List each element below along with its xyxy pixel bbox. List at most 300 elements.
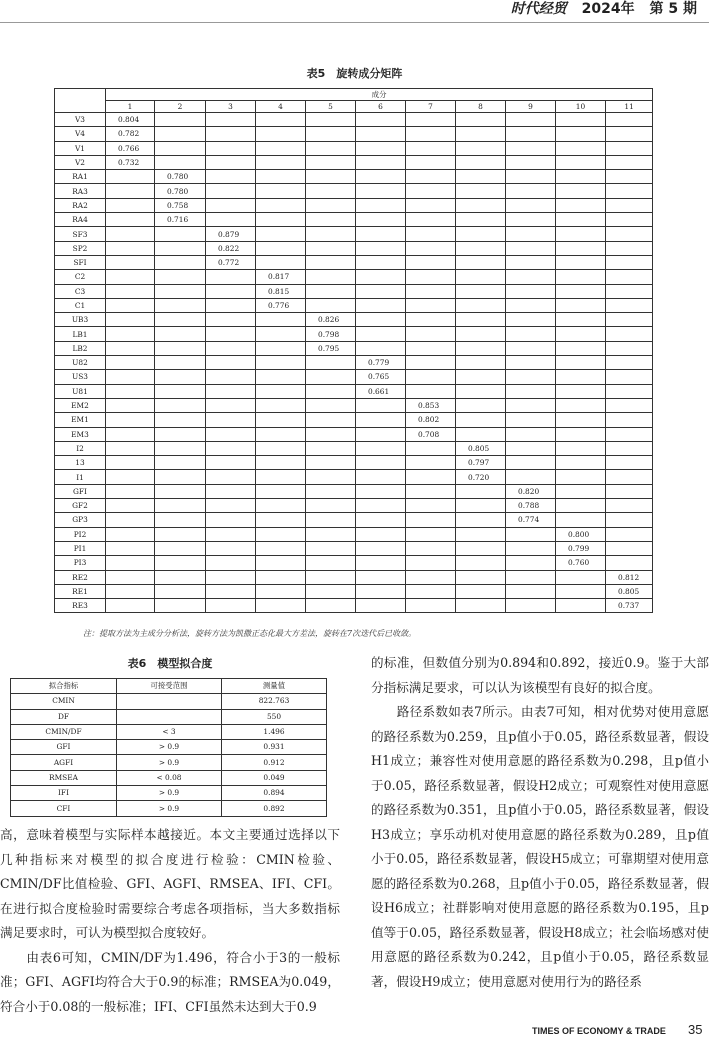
table-cell [256,113,306,127]
table-row [55,213,653,227]
table-cell [155,270,206,284]
table-cell [356,584,406,598]
table-cell: 0.758 [155,198,206,212]
table-cell [155,356,206,370]
table-cell [406,556,456,570]
table-cell [306,599,356,613]
table-cell: 0.780 [155,170,206,184]
table-cell [356,398,406,412]
table-cell [306,441,356,455]
table-cell: 822.763 [222,694,327,709]
table-cell [306,255,356,269]
table-row [11,709,327,724]
table-cell [506,456,556,470]
table-cell: 0.812 [606,570,653,584]
table-cell: 550 [222,709,327,724]
table-cell [506,398,556,412]
paragraph: 路径系数如表7所示。由表7可知，相对优势对使用意愿的路径系数为0.259，且p值小于0.05，路径系数显著，假设H1成立；兼容性对使用意愿的路径系数为0.298，且p值小于0.05，路径系数显著，假设H2成立；可观察性对使用意愿的路径系数为0.351，且p值小于0.05，路径系数显著，假设H3成立；享乐动机对使用意愿的路径系数为0.289，且p值小于0.05，路径系数显著，假设H5成立；可靠期望对使用意愿的路径系数为0.268，且p值小于0.05，路径系数显著，假设H6成立；社群影响对使用意愿的路径系数为0.195，且p值等于0.05，路径系数显著，假设H8成立；社会临场感对使用意愿的路径系数为0.242，且p值小于0.05，路径系数显著，假设H9成立；使用意愿对使用行为的路径系 [371,704,709,989]
table-cell [506,298,556,312]
table-cell [306,284,356,298]
table-cell: < 3 [117,724,222,739]
table-cell [606,470,653,484]
table-cell [406,198,456,212]
table-cell [506,356,556,370]
rotated-component-matrix-table [54,88,653,613]
table-cell [456,499,506,513]
table-cell [406,227,456,241]
table-cell [506,327,556,341]
row-label: RE3 [55,599,106,613]
table-cell [206,184,256,198]
table-cell [506,227,556,241]
table-cell [206,155,256,169]
table-cell [456,570,506,584]
table-cell [206,270,256,284]
table-row [55,570,653,584]
table-cell [306,584,356,598]
table-cell [256,541,306,555]
table-cell [306,155,356,169]
table-cell [256,370,306,384]
table-cell [356,255,406,269]
table-cell: 0.661 [356,384,406,398]
table-cell [456,113,506,127]
table-cell [406,513,456,527]
table-cell [306,241,356,255]
model-fit-table [10,678,327,817]
table-cell [456,198,506,212]
table-cell [206,141,256,155]
table-cell [406,599,456,613]
table-cell: 0.765 [356,370,406,384]
table-cell [256,127,306,141]
table-cell [456,398,506,412]
table-cell [556,298,606,312]
table-cell [456,427,506,441]
column-header: 2 [155,101,206,113]
table-row [11,770,327,785]
table-cell [256,527,306,541]
row-label: SP2 [55,241,106,255]
table-cell [256,484,306,498]
table-cell [155,570,206,584]
table-cell [256,584,306,598]
table-cell [606,527,653,541]
table-cell [206,470,256,484]
table-cell [606,170,653,184]
table-row [55,499,653,513]
table-cell [356,141,406,155]
row-label: U81 [55,384,106,398]
table-cell [356,213,406,227]
table-cell [556,599,606,613]
table-cell [206,456,256,470]
table-cell [117,709,222,724]
table-cell [206,513,256,527]
table-row [55,541,653,555]
table-cell [256,456,306,470]
column-header: 11 [606,101,653,113]
table-cell [306,570,356,584]
table-cell [256,470,306,484]
table-cell [556,284,606,298]
table-cell [456,541,506,555]
table-cell [456,241,506,255]
table-row [55,356,653,370]
table-cell [606,413,653,427]
table-cell [306,298,356,312]
table-cell [406,313,456,327]
table-cell [306,513,356,527]
table-cell [155,427,206,441]
table-cell [206,384,256,398]
header-rule [0,22,709,23]
table-cell: 0.912 [222,755,327,770]
running-header [501,0,697,18]
table-cell [506,599,556,613]
table-cell [406,270,456,284]
table-cell [256,384,306,398]
table-cell [556,484,606,498]
table-cell [356,470,406,484]
table-cell: 0.805 [456,441,506,455]
table-cell: 0.760 [556,556,606,570]
row-label: V2 [55,155,106,169]
table-cell [106,170,155,184]
column-header: 4 [256,101,306,113]
table-cell [506,384,556,398]
table-cell [106,556,155,570]
row-label: EM1 [55,413,106,427]
column-header: 测量值 [222,679,327,694]
body-text-left-column [0,823,340,1019]
table-cell [117,694,222,709]
table-cell [556,584,606,598]
table-cell: 0.892 [222,801,327,816]
table-cell [256,313,306,327]
paragraph: 高，意味着模型与实际样本越接近。本文主要通过选择以下几种指标来对模型的拟合度进行检验：CMIN检验、CMIN/DF比值检验、GFI、AGFI、RMSEA、IFI、CFI。在进行拟合度检验时需要综合考虑各项指标，当大多数指标满足要求时，可认为模型拟合度较好。 [0,827,340,940]
table-cell [506,255,556,269]
table-cell [306,113,356,127]
table-cell [406,127,456,141]
row-label: U82 [55,356,106,370]
row-label: I2 [55,441,106,455]
table-cell [256,327,306,341]
row-label: V3 [55,113,106,127]
header-year: 2024年 [581,1,635,17]
table-cell [606,127,653,141]
row-label: GF2 [55,499,106,513]
table-cell [306,184,356,198]
table5-note: 注：提取方法为主成分分析法，旋转方法为凯撒正态化最大方差法，旋转在7次迭代后已收敛。 [83,629,417,638]
table-cell [606,356,653,370]
row-label: UB3 [55,313,106,327]
table-cell [106,499,155,513]
table-cell [606,499,653,513]
table-row [55,470,653,484]
row-label: GFI [55,484,106,498]
table-cell [155,155,206,169]
table-cell [406,170,456,184]
table-cell: 0.774 [506,513,556,527]
table-cell [356,570,406,584]
table-cell [206,527,256,541]
table-cell [556,456,606,470]
table-cell [606,198,653,212]
table-cell [406,213,456,227]
table-cell: 0.766 [106,141,155,155]
table-cell [406,241,456,255]
body-text-right-column [371,651,709,994]
table-cell [106,570,155,584]
table-cell [406,327,456,341]
table-cell [206,398,256,412]
table6-title: 表6 模型拟合度 [127,657,213,670]
table-cell [506,584,556,598]
row-label: PI2 [55,527,106,541]
table-cell [556,470,606,484]
table-cell [306,398,356,412]
table-cell [155,413,206,427]
table-cell [556,341,606,355]
row-label: 13 [55,456,106,470]
table-cell: 0.815 [256,284,306,298]
table-row [55,341,653,355]
table-cell [606,141,653,155]
table-cell [556,213,606,227]
table-row [55,141,653,155]
table5-title: 表5 旋转成分矩阵 [306,67,403,80]
table-cell [356,541,406,555]
table-cell [356,313,406,327]
table-cell [606,184,653,198]
table-cell [256,227,306,241]
table-cell [356,341,406,355]
row-label: SFI [55,255,106,269]
table-cell [155,341,206,355]
row-label: C3 [55,284,106,298]
table-cell: 0.931 [222,740,327,755]
row-label: RA4 [55,213,106,227]
table-cell [356,527,406,541]
table-cell [155,599,206,613]
table-cell [556,198,606,212]
table-cell [556,141,606,155]
table-cell [256,356,306,370]
table-cell: 0.879 [206,227,256,241]
table-cell [356,556,406,570]
table-cell [206,584,256,598]
table-cell [206,599,256,613]
table-row [11,801,327,816]
table-cell [556,155,606,169]
table-cell [155,313,206,327]
table-cell [155,227,206,241]
table-cell [506,413,556,427]
table-cell [106,198,155,212]
table-cell [155,441,206,455]
table-cell: 0.853 [406,398,456,412]
table-cell [606,113,653,127]
table-cell [406,184,456,198]
table-cell [155,527,206,541]
table-cell [106,227,155,241]
table-cell [506,370,556,384]
table-cell [506,184,556,198]
table-cell [456,384,506,398]
table-cell [155,241,206,255]
row-label: PI1 [55,541,106,555]
table-cell [456,255,506,269]
table-cell [155,113,206,127]
table-row [55,270,653,284]
table-cell [606,270,653,284]
table-cell [606,213,653,227]
table-row [55,370,653,384]
table-cell [106,213,155,227]
table-cell [356,484,406,498]
table-cell [356,413,406,427]
table-cell [155,456,206,470]
table-cell: RMSEA [11,770,117,785]
paragraph: 的标准，但数值分别为0.894和0.892，接近0.9。鉴于大部分指标满足要求，可以认为该模型有良好的拟合度。 [371,655,709,695]
table-cell: IFI [11,786,117,801]
row-label: US3 [55,370,106,384]
table-cell: 0.805 [606,584,653,598]
table-cell [606,513,653,527]
table-cell [306,270,356,284]
table-cell [506,141,556,155]
table-cell [456,184,506,198]
table-cell: CMIN/DF [11,724,117,739]
column-header: 1 [106,101,155,113]
table-cell [306,556,356,570]
table-row [55,313,653,327]
table-cell [106,484,155,498]
table-cell [406,384,456,398]
table-cell [556,127,606,141]
table-cell [106,327,155,341]
table-cell [406,470,456,484]
journal-english-name: TIMES OF ECONOMY & TRADE [532,1026,666,1036]
table-cell [206,556,256,570]
table-cell [556,513,606,527]
table-cell [556,499,606,513]
table-cell [456,213,506,227]
table-cell [206,213,256,227]
table-cell: 0.798 [306,327,356,341]
table-cell: 0.716 [155,213,206,227]
column-group-header: 成分 [106,89,653,101]
table-cell [356,227,406,241]
table-cell [506,470,556,484]
table-cell [155,327,206,341]
table-cell [155,584,206,598]
table-cell [106,541,155,555]
table-cell [606,541,653,555]
table-cell [106,441,155,455]
table-cell [206,313,256,327]
table-cell [456,413,506,427]
table-cell [406,255,456,269]
table-cell [106,398,155,412]
table-cell: 0.826 [306,313,356,327]
table-cell: 0.772 [206,255,256,269]
table-cell [506,441,556,455]
column-header: 3 [206,101,256,113]
table-cell [306,227,356,241]
table-cell [306,127,356,141]
table-cell: 0.822 [206,241,256,255]
table-cell [506,313,556,327]
table-row [55,155,653,169]
table-cell [456,370,506,384]
table-cell [256,241,306,255]
table-row [55,241,653,255]
table-cell [506,427,556,441]
table-cell [206,198,256,212]
table-cell [456,556,506,570]
table-cell [155,370,206,384]
table-cell [256,570,306,584]
table-cell [256,141,306,155]
row-label: RA2 [55,198,106,212]
table-cell [406,456,456,470]
table-cell [306,141,356,155]
table-row [55,413,653,427]
table-cell [356,155,406,169]
paragraph: 由表6可知，CMIN/DF为1.496，符合小于3的一般标准；GFI、AGFI均符合大于0.9的标准；RMSEA为0.049，符合小于0.08的一般标准；IFI、CFI虽然未达到大于0.9 [0,949,340,1014]
table-cell: 1.496 [222,724,327,739]
table-cell [606,456,653,470]
table-cell [106,413,155,427]
column-header: 9 [506,101,556,113]
table-cell: 0.776 [256,298,306,312]
table-cell [406,113,456,127]
table-cell [256,513,306,527]
table-cell [506,556,556,570]
journal-name: 时代经贸 [510,1,567,17]
table-cell [306,541,356,555]
table-cell [456,170,506,184]
table-cell [306,527,356,541]
table-cell [206,284,256,298]
table-cell [456,227,506,241]
table-cell [356,599,406,613]
table-cell [106,298,155,312]
table-cell [106,341,155,355]
column-header: 可接受范围 [117,679,222,694]
table-cell [356,513,406,527]
table-cell [456,341,506,355]
table-cell [606,298,653,312]
table-cell [106,313,155,327]
table-cell [406,541,456,555]
table-cell [556,113,606,127]
table-cell [256,170,306,184]
table-cell [206,413,256,427]
table-cell [256,213,306,227]
table-cell [106,241,155,255]
table-cell: CFI [11,801,117,816]
table-row [11,740,327,755]
table-cell [556,370,606,384]
table-row [55,327,653,341]
table-cell [206,127,256,141]
table-cell [456,484,506,498]
table-cell [606,255,653,269]
table-cell [155,284,206,298]
